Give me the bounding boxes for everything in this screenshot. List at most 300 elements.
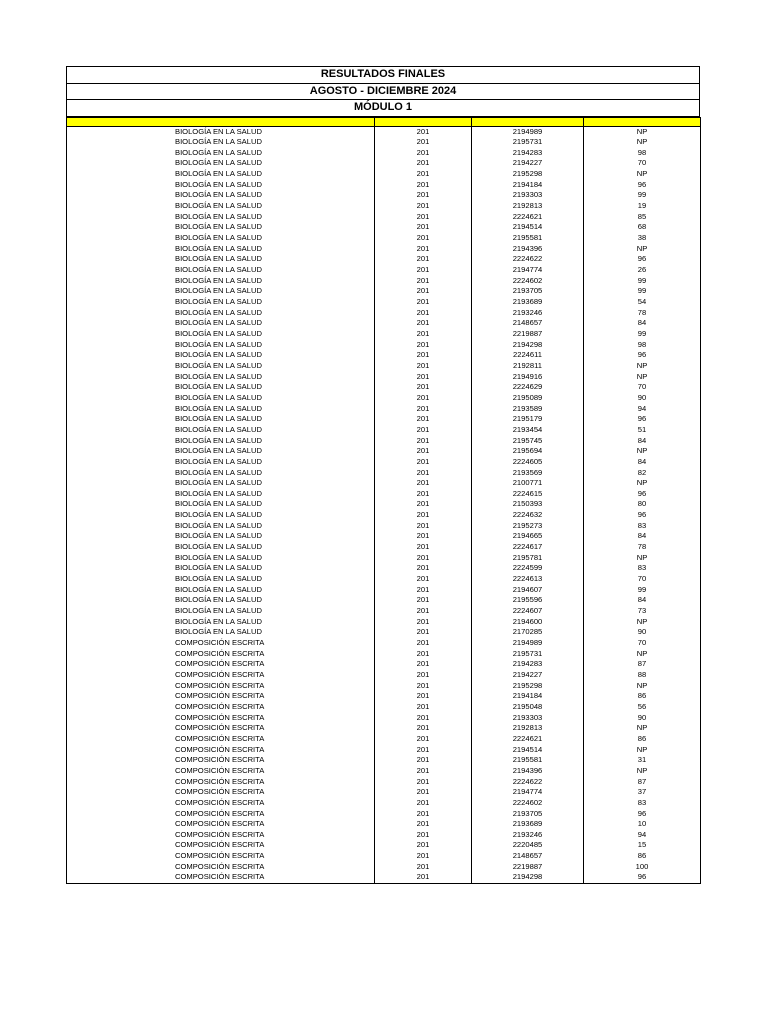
subject-cell: COMPOSICIÓN ESCRITA [67, 777, 375, 788]
grade-cell: 99 [584, 329, 701, 340]
subject-cell: BIOLOGÍA EN LA SALUD [67, 340, 375, 351]
subject-cell: BIOLOGÍA EN LA SALUD [67, 382, 375, 393]
grade-cell: NP [584, 372, 701, 383]
table-row [67, 180, 701, 191]
student-id-cell: 2194184 [472, 180, 584, 191]
grade-cell: 86 [584, 851, 701, 862]
grade-cell: 78 [584, 542, 701, 553]
grade-cell: 99 [584, 190, 701, 201]
student-id-cell: 2195731 [472, 649, 584, 660]
grade-cell: 10 [584, 819, 701, 830]
student-id-cell: 2194514 [472, 222, 584, 233]
grade-cell: 96 [584, 872, 701, 883]
group-cell: 201 [375, 222, 472, 233]
student-id-cell: 2193303 [472, 713, 584, 724]
grade-cell: 54 [584, 297, 701, 308]
student-id-cell: 2224605 [472, 457, 584, 468]
group-cell: 201 [375, 126, 472, 137]
table-row [67, 169, 701, 180]
group-cell: 201 [375, 787, 472, 798]
group-cell: 201 [375, 436, 472, 447]
group-cell: 201 [375, 244, 472, 255]
subject-cell: BIOLOGÍA EN LA SALUD [67, 318, 375, 329]
student-id-cell: 2195745 [472, 436, 584, 447]
group-cell: 201 [375, 723, 472, 734]
group-cell: 201 [375, 851, 472, 862]
subject-cell: BIOLOGÍA EN LA SALUD [67, 286, 375, 297]
sheet-header [66, 66, 700, 117]
student-id-cell: 2195179 [472, 414, 584, 425]
grade-cell: 99 [584, 276, 701, 287]
subject-cell: BIOLOGÍA EN LA SALUD [67, 478, 375, 489]
group-cell: 201 [375, 734, 472, 745]
subject-cell: BIOLOGÍA EN LA SALUD [67, 222, 375, 233]
student-id-cell: 2193689 [472, 297, 584, 308]
table-row [67, 489, 701, 500]
table-row [67, 254, 701, 265]
table-row [67, 265, 701, 276]
student-id-cell: 2194283 [472, 148, 584, 159]
subject-cell: BIOLOGÍA EN LA SALUD [67, 499, 375, 510]
student-id-cell: 2224602 [472, 276, 584, 287]
subject-cell: COMPOSICIÓN ESCRITA [67, 638, 375, 649]
subject-cell: BIOLOGÍA EN LA SALUD [67, 308, 375, 319]
table-row [67, 862, 701, 873]
subject-cell: COMPOSICIÓN ESCRITA [67, 713, 375, 724]
student-id-cell: 2193246 [472, 308, 584, 319]
group-cell: 201 [375, 297, 472, 308]
grade-cell: NP [584, 553, 701, 564]
group-cell: 201 [375, 638, 472, 649]
table-row [67, 393, 701, 404]
student-id-cell: 2224615 [472, 489, 584, 500]
subject-cell: COMPOSICIÓN ESCRITA [67, 734, 375, 745]
group-cell: 201 [375, 361, 472, 372]
results-rows [67, 126, 701, 884]
student-id-cell: 2194184 [472, 691, 584, 702]
group-cell: 201 [375, 148, 472, 159]
subject-cell: BIOLOGÍA EN LA SALUD [67, 169, 375, 180]
grade-cell: 80 [584, 499, 701, 510]
student-id-cell: 2195731 [472, 137, 584, 148]
subject-cell: COMPOSICIÓN ESCRITA [67, 840, 375, 851]
subject-cell: BIOLOGÍA EN LA SALUD [67, 457, 375, 468]
group-cell: 201 [375, 425, 472, 436]
table-row [67, 478, 701, 489]
student-id-cell: 2193569 [472, 468, 584, 479]
student-id-cell: 2195781 [472, 553, 584, 564]
grade-cell: 98 [584, 148, 701, 159]
grade-cell: NP [584, 361, 701, 372]
table-row [67, 691, 701, 702]
student-id-cell: 2194989 [472, 126, 584, 137]
group-cell: 201 [375, 350, 472, 361]
table-row [67, 510, 701, 521]
grade-cell: 26 [584, 265, 701, 276]
table-row [67, 446, 701, 457]
group-cell: 201 [375, 372, 472, 383]
grade-cell: 85 [584, 212, 701, 223]
group-cell: 201 [375, 617, 472, 628]
table-row [67, 286, 701, 297]
grade-cell: 82 [584, 468, 701, 479]
header-cell [375, 117, 472, 126]
table-row [67, 734, 701, 745]
subject-cell: COMPOSICIÓN ESCRITA [67, 649, 375, 660]
student-id-cell: 2194607 [472, 585, 584, 596]
group-cell: 201 [375, 606, 472, 617]
student-id-cell: 2224617 [472, 542, 584, 553]
grade-cell: 90 [584, 713, 701, 724]
sheet-title: RESULTADOS FINALES [67, 67, 699, 84]
grade-cell: 83 [584, 798, 701, 809]
group-cell: 201 [375, 286, 472, 297]
student-id-cell: 2224621 [472, 734, 584, 745]
results-table [66, 117, 701, 885]
subject-cell: COMPOSICIÓN ESCRITA [67, 755, 375, 766]
group-cell: 201 [375, 585, 472, 596]
highlight-header-row [67, 117, 701, 126]
student-id-cell: 2194665 [472, 531, 584, 542]
table-row [67, 329, 701, 340]
subject-cell: BIOLOGÍA EN LA SALUD [67, 265, 375, 276]
header-cell [472, 117, 584, 126]
student-id-cell: 2224622 [472, 254, 584, 265]
group-cell: 201 [375, 318, 472, 329]
table-row [67, 190, 701, 201]
grade-cell: 90 [584, 393, 701, 404]
table-row [67, 627, 701, 638]
student-id-cell: 2224632 [472, 510, 584, 521]
table-row [67, 436, 701, 447]
group-cell: 201 [375, 308, 472, 319]
group-cell: 201 [375, 755, 472, 766]
grade-cell: 88 [584, 670, 701, 681]
group-cell: 201 [375, 649, 472, 660]
group-cell: 201 [375, 265, 472, 276]
grade-cell: 78 [584, 308, 701, 319]
grade-cell: 94 [584, 404, 701, 415]
grade-cell: 98 [584, 340, 701, 351]
grade-cell: NP [584, 745, 701, 756]
table-row [67, 574, 701, 585]
grade-cell: 96 [584, 489, 701, 500]
table-row [67, 638, 701, 649]
grade-cell: NP [584, 137, 701, 148]
grade-cell: 96 [584, 180, 701, 191]
table-row [67, 361, 701, 372]
student-id-cell: 2194916 [472, 372, 584, 383]
subject-cell: BIOLOGÍA EN LA SALUD [67, 425, 375, 436]
student-id-cell: 2193246 [472, 830, 584, 841]
grade-cell: 56 [584, 702, 701, 713]
table-row [67, 723, 701, 734]
subject-cell: COMPOSICIÓN ESCRITA [67, 851, 375, 862]
table-row [67, 606, 701, 617]
subject-cell: BIOLOGÍA EN LA SALUD [67, 329, 375, 340]
group-cell: 201 [375, 670, 472, 681]
table-row [67, 659, 701, 670]
subject-cell: COMPOSICIÓN ESCRITA [67, 798, 375, 809]
subject-cell: BIOLOGÍA EN LA SALUD [67, 446, 375, 457]
group-cell: 201 [375, 766, 472, 777]
table-row [67, 137, 701, 148]
table-row [67, 595, 701, 606]
group-cell: 201 [375, 201, 472, 212]
header-cell [584, 117, 701, 126]
table-row [67, 340, 701, 351]
group-cell: 201 [375, 329, 472, 340]
group-cell: 201 [375, 382, 472, 393]
subject-cell: BIOLOGÍA EN LA SALUD [67, 148, 375, 159]
group-cell: 201 [375, 499, 472, 510]
grade-cell: 37 [584, 787, 701, 798]
table-row [67, 830, 701, 841]
student-id-cell: 2224621 [472, 212, 584, 223]
table-row [67, 126, 701, 137]
grade-cell: 96 [584, 350, 701, 361]
group-cell: 201 [375, 276, 472, 287]
subject-cell: BIOLOGÍA EN LA SALUD [67, 436, 375, 447]
group-cell: 201 [375, 414, 472, 425]
table-row [67, 702, 701, 713]
table-row [67, 382, 701, 393]
subject-cell: BIOLOGÍA EN LA SALUD [67, 244, 375, 255]
subject-cell: BIOLOGÍA EN LA SALUD [67, 585, 375, 596]
header-cell [67, 117, 375, 126]
grade-cell: 86 [584, 734, 701, 745]
grade-cell: 38 [584, 233, 701, 244]
subject-cell: BIOLOGÍA EN LA SALUD [67, 617, 375, 628]
subject-cell: COMPOSICIÓN ESCRITA [67, 830, 375, 841]
group-cell: 201 [375, 713, 472, 724]
table-row [67, 201, 701, 212]
table-row [67, 372, 701, 383]
sheet-module: MÓDULO 1 [67, 100, 699, 117]
student-id-cell: 2193303 [472, 190, 584, 201]
grade-cell: 84 [584, 531, 701, 542]
student-id-cell: 2219887 [472, 329, 584, 340]
student-id-cell: 2195298 [472, 169, 584, 180]
grade-cell: 19 [584, 201, 701, 212]
group-cell: 201 [375, 212, 472, 223]
subject-cell: COMPOSICIÓN ESCRITA [67, 766, 375, 777]
subject-cell: BIOLOGÍA EN LA SALUD [67, 233, 375, 244]
table-row [67, 531, 701, 542]
table-row [67, 521, 701, 532]
table-row [67, 276, 701, 287]
grade-cell: NP [584, 446, 701, 457]
table-row [67, 308, 701, 319]
group-cell: 201 [375, 745, 472, 756]
table-row [67, 212, 701, 223]
group-cell: 201 [375, 798, 472, 809]
student-id-cell: 2195273 [472, 521, 584, 532]
group-cell: 201 [375, 659, 472, 670]
student-id-cell: 2224629 [472, 382, 584, 393]
group-cell: 201 [375, 819, 472, 830]
group-cell: 201 [375, 574, 472, 585]
group-cell: 201 [375, 510, 472, 521]
subject-cell: BIOLOGÍA EN LA SALUD [67, 201, 375, 212]
grade-cell: NP [584, 244, 701, 255]
group-cell: 201 [375, 830, 472, 841]
student-id-cell: 2195694 [472, 446, 584, 457]
grade-cell: 84 [584, 457, 701, 468]
subject-cell: COMPOSICIÓN ESCRITA [67, 723, 375, 734]
grade-cell: NP [584, 126, 701, 137]
table-row [67, 649, 701, 660]
group-cell: 201 [375, 404, 472, 415]
grade-cell: 70 [584, 382, 701, 393]
group-cell: 201 [375, 777, 472, 788]
subject-cell: BIOLOGÍA EN LA SALUD [67, 531, 375, 542]
grade-cell: 31 [584, 755, 701, 766]
grade-cell: NP [584, 617, 701, 628]
table-row [67, 563, 701, 574]
table-row [67, 819, 701, 830]
student-id-cell: 2224599 [472, 563, 584, 574]
results-sheet [66, 66, 700, 884]
grade-cell: 96 [584, 254, 701, 265]
subject-cell: BIOLOGÍA EN LA SALUD [67, 137, 375, 148]
table-row [67, 745, 701, 756]
table-row [67, 148, 701, 159]
student-id-cell: 2194298 [472, 340, 584, 351]
table-row [67, 787, 701, 798]
student-id-cell: 2194774 [472, 265, 584, 276]
table-row [67, 798, 701, 809]
subject-cell: BIOLOGÍA EN LA SALUD [67, 254, 375, 265]
subject-cell: BIOLOGÍA EN LA SALUD [67, 595, 375, 606]
table-row [67, 777, 701, 788]
sheet-period: AGOSTO - DICIEMBRE 2024 [67, 84, 699, 101]
subject-cell: COMPOSICIÓN ESCRITA [67, 745, 375, 756]
student-id-cell: 2195581 [472, 233, 584, 244]
group-cell: 201 [375, 169, 472, 180]
student-id-cell: 2194396 [472, 766, 584, 777]
student-id-cell: 2194298 [472, 872, 584, 883]
group-cell: 201 [375, 468, 472, 479]
group-cell: 201 [375, 489, 472, 500]
subject-cell: COMPOSICIÓN ESCRITA [67, 681, 375, 692]
table-row [67, 158, 701, 169]
subject-cell: BIOLOGÍA EN LA SALUD [67, 180, 375, 191]
table-row [67, 542, 701, 553]
grade-cell: NP [584, 766, 701, 777]
student-id-cell: 2195596 [472, 595, 584, 606]
subject-cell: BIOLOGÍA EN LA SALUD [67, 350, 375, 361]
student-id-cell: 2148657 [472, 851, 584, 862]
student-id-cell: 2194989 [472, 638, 584, 649]
group-cell: 201 [375, 595, 472, 606]
subject-cell: COMPOSICIÓN ESCRITA [67, 670, 375, 681]
group-cell: 201 [375, 691, 472, 702]
student-id-cell: 2194283 [472, 659, 584, 670]
subject-cell: BIOLOGÍA EN LA SALUD [67, 372, 375, 383]
group-cell: 201 [375, 809, 472, 820]
subject-cell: BIOLOGÍA EN LA SALUD [67, 521, 375, 532]
table-row [67, 404, 701, 415]
table-row [67, 499, 701, 510]
grade-cell: 68 [584, 222, 701, 233]
table-row [67, 755, 701, 766]
grade-cell: 84 [584, 595, 701, 606]
grade-cell: 73 [584, 606, 701, 617]
group-cell: 201 [375, 563, 472, 574]
subject-cell: BIOLOGÍA EN LA SALUD [67, 414, 375, 425]
subject-cell: BIOLOGÍA EN LA SALUD [67, 297, 375, 308]
student-id-cell: 2195298 [472, 681, 584, 692]
table-row [67, 585, 701, 596]
grade-cell: 70 [584, 638, 701, 649]
table-row [67, 713, 701, 724]
group-cell: 201 [375, 233, 472, 244]
group-cell: 201 [375, 840, 472, 851]
grade-cell: NP [584, 169, 701, 180]
student-id-cell: 2193705 [472, 809, 584, 820]
grade-cell: 84 [584, 318, 701, 329]
grade-cell: 96 [584, 809, 701, 820]
student-id-cell: 2195581 [472, 755, 584, 766]
student-id-cell: 2194514 [472, 745, 584, 756]
table-row [67, 350, 701, 361]
student-id-cell: 2224622 [472, 777, 584, 788]
table-row [67, 766, 701, 777]
student-id-cell: 2224607 [472, 606, 584, 617]
subject-cell: BIOLOGÍA EN LA SALUD [67, 606, 375, 617]
subject-cell: COMPOSICIÓN ESCRITA [67, 862, 375, 873]
student-id-cell: 2195089 [472, 393, 584, 404]
table-row [67, 414, 701, 425]
subject-cell: BIOLOGÍA EN LA SALUD [67, 510, 375, 521]
group-cell: 201 [375, 457, 472, 468]
group-cell: 201 [375, 872, 472, 883]
grade-cell: 15 [584, 840, 701, 851]
group-cell: 201 [375, 158, 472, 169]
subject-cell: COMPOSICIÓN ESCRITA [67, 819, 375, 830]
grade-cell: 87 [584, 777, 701, 788]
grade-cell: 86 [584, 691, 701, 702]
grade-cell: NP [584, 478, 701, 489]
table-row [67, 222, 701, 233]
group-cell: 201 [375, 393, 472, 404]
subject-cell: BIOLOGÍA EN LA SALUD [67, 627, 375, 638]
table-row [67, 617, 701, 628]
group-cell: 201 [375, 254, 472, 265]
grade-cell: 70 [584, 574, 701, 585]
grade-cell: 51 [584, 425, 701, 436]
subject-cell: COMPOSICIÓN ESCRITA [67, 659, 375, 670]
group-cell: 201 [375, 137, 472, 148]
group-cell: 201 [375, 180, 472, 191]
student-id-cell: 2193705 [472, 286, 584, 297]
grade-cell: 96 [584, 510, 701, 521]
group-cell: 201 [375, 340, 472, 351]
subject-cell: COMPOSICIÓN ESCRITA [67, 702, 375, 713]
student-id-cell: 2192813 [472, 201, 584, 212]
grade-cell: 83 [584, 521, 701, 532]
student-id-cell: 2193589 [472, 404, 584, 415]
group-cell: 201 [375, 521, 472, 532]
grade-cell: 96 [584, 414, 701, 425]
subject-cell: BIOLOGÍA EN LA SALUD [67, 563, 375, 574]
subject-cell: BIOLOGÍA EN LA SALUD [67, 468, 375, 479]
student-id-cell: 2195048 [472, 702, 584, 713]
student-id-cell: 2219887 [472, 862, 584, 873]
table-row [67, 670, 701, 681]
group-cell: 201 [375, 702, 472, 713]
